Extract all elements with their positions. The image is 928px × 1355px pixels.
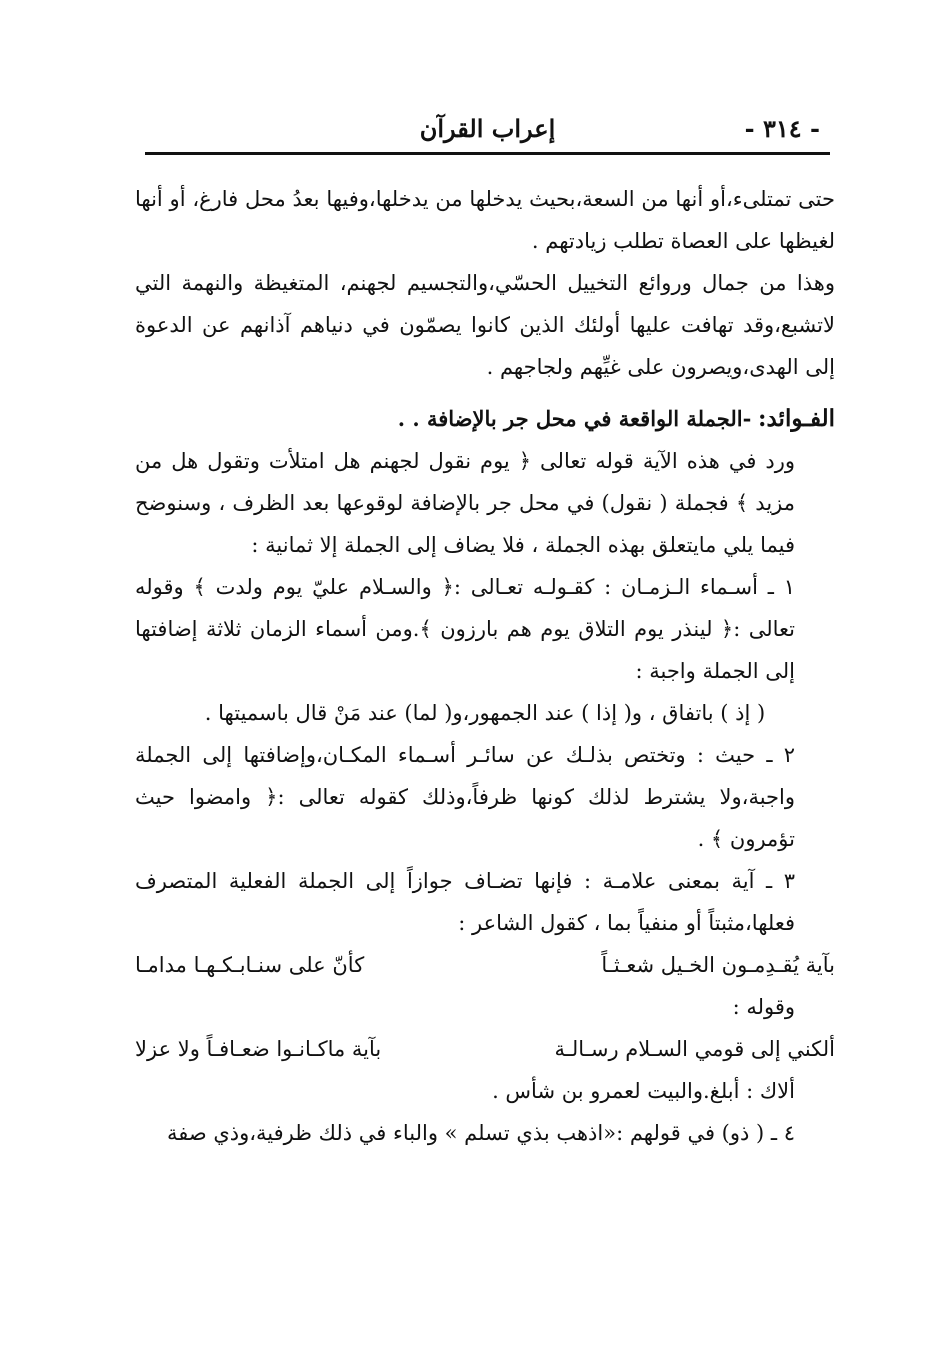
paragraph: ١ ـ أسـماء الـزمـان : كقـولـه تعـالى :﴿ والسـلام عليّ يوم ولدت ﴾ وقوله تعالى :﴿ لينذر يوم التلاق يوم هم بارزون ﴾.ومن أسماء الزمان ثلاثة إضافتها إلى الجملة واجبة : [135, 575, 795, 683]
paragraph: ٤ ـ ( ذو) في قولهم :«اذهب بذي تسلم » والباء في ذلك ظرفية،وذي صفة [166, 1121, 795, 1145]
poem-hemistich: بآية ماكـانـوا ضعـافـاً ولا عزلا [135, 1037, 382, 1061]
poem-hemistich: كأنّ على سنـابـكـهـا مدامـا [135, 953, 365, 977]
page-body [135, 178, 835, 1154]
paragraph: وقوله : [732, 995, 795, 1019]
page-number: - ٣١٤ - [744, 114, 820, 143]
fawaid-label: الفـوائد: [757, 405, 835, 432]
poem-hemistich: بآية يُقـدِمـون الخـيل شعـثـاً [601, 953, 835, 977]
poem-verse-1 [135, 944, 835, 986]
paragraph: ورد في هذه الآية قوله تعالى ﴿ يوم نقول لجهنم هل امتلأت وتقول هل من مزيد ﴾ فجملة ( نقول) في محل جر بالإضافة لوقوعها بعد الظرف ، وسنوضح فيما يلي مايتعلق بهذه الجملة ، فلا يضاف إلى الجملة إلا ثمانية : [135, 449, 795, 557]
paragraph: ٣ ـ آية بمعنى علامـة : فإنها تضـاف جوازاً إلى الجملة الفعلية المتصرف فعلها،مثبتاً أو منفياً بما ، كقول الشاعر : [135, 869, 795, 935]
book-title: إعراب القرآن [419, 114, 556, 143]
paragraph: ألاك : أبلغ.والبيت لعمرو بن شأس . [492, 1079, 795, 1103]
fawaid-title: -الجملة الواقعة في محل جر بالإضافة . . [397, 406, 752, 431]
paragraph: ٢ ـ حيث : وتختص بذلـك عن سائـر أسـماء المكـان،وإضافتها إلى الجملة واجبة،ولا يشترط لذلك كونها ظرفاً،وذلك كقوله تعالى :﴿ وامضوا حيث تؤمرون ﴾ . [135, 743, 795, 851]
paragraph: حتى تمتلىء،أو أنها من السعة،بحيث يدخلها من يدخلها،وفيها بعدُ محل فارغ، أو أنها لغيظها على العصاة تطلب زيادتهم . [135, 187, 835, 253]
fawaid-heading [135, 398, 835, 440]
paragraph: وهذا من جمال وروائع التخييل الحسّي،والتجسيم لجهنم، المتغيظة والنهمة التي لاتشبع،وقد تهافت عليها أولئك الذين كانوا يصمّون في دنياهم آذانهم عن الدعوة إلى الهدى،ويصرون على غيِّهم ولجاجهم . [135, 271, 835, 379]
paragraph: ( إذ ) باتفاق ، و( إذا ) عند الجمهور،و( لما) عند مَنْ قال باسميتها . [204, 701, 766, 725]
poem-verse-2 [135, 1028, 835, 1070]
page-header [145, 108, 830, 155]
poem-hemistich: ألكني إلى قومي السـلام رسـالـة [554, 1037, 835, 1061]
